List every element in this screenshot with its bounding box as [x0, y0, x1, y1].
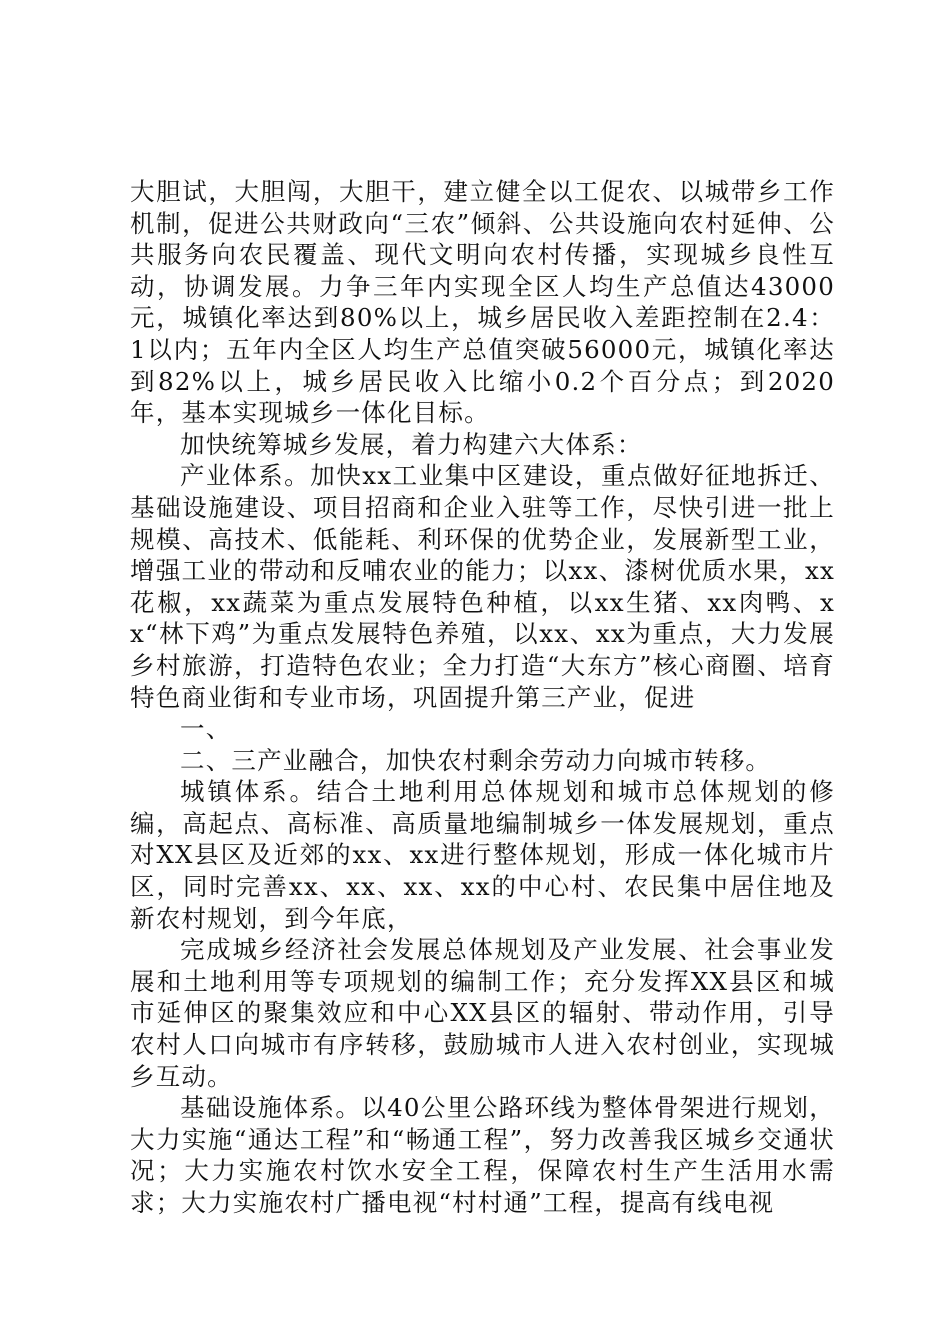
paragraph-6: 城镇体系。结合土地利用总体规划和城市总体规划的修编，高起点、高标准、高质量地编制城乡一体发展规划，重点对XX县区及近郊的xx、xx进行整体规划，形成一体化城市片区，同时完善xx、xx、xx、xx的中心村、农民集中居住地及新农村规划，到今年底， — [130, 777, 835, 933]
paragraph-5: 二、三产业融合，加快农村剩余劳动力向城市转移。 — [180, 745, 772, 775]
paragraph-2: 加快统筹城乡发展，着力构建六大体系： — [180, 429, 643, 459]
paragraph-8: 基础设施体系。以40公里公路环线为整体骨架进行规划，大力实施“通达工程”和“畅通工程”，努力改善我区城乡交通状况；大力实施农村饮水安全工程，保障农村生产生活用水需求；大力实施农村广播电视“村村通”工程，提高有线电视 — [130, 1093, 835, 1217]
paragraph-4: 一、 — [180, 714, 232, 744]
paragraph-7: 完成城乡经济社会发展总体规划及产业发展、社会事业发展和土地利用等专项规划的编制工作；充分发挥XX县区和城市延伸区的聚集效应和中心XX县区的辐射、带动作用，引导农村人口向城市有序转移，鼓励城市人进入农村创业，实现城乡互动。 — [130, 935, 835, 1091]
paragraph-3: 产业体系。加快xx工业集中区建设，重点做好征地拆迁、基础设施建设、项目招商和企业入驻等工作，尽快引进一批上规模、高技术、低能耗、利环保的优势企业，发展新型工业，增强工业的带动和反哺农业的能力；以xx、漆树优质水果，xx花椒，xx蔬菜为重点发展特色种植，以xx生猪、xx肉鸭、xx“林下鸡”为重点发展特色养殖，以xx、xx为重点，大力发展乡村旅游，打造特色农业；全力打造“大东方”核心商圈、培育特色商业街和专业市场，巩固提升第三产业，促进 — [130, 461, 835, 712]
paragraph-1: 大胆试，大胆闯，大胆干，建立健全以工促农、以城带乡工作机制，促进公共财政向“三农”倾斜、公共设施向农村延伸、公共服务向农民覆盖、现代文明向农村传播，实现城乡良性互动，协调发展。力争三年内实现全区人均生产总值达43000元，城镇化率达到80%以上，城乡居民收入差距控制在2.4：1以内；五年内全区人均生产总值突破56000元，城镇化率达到82%以上，城乡居民收入比缩小0.2个百分点；到2020年，基本实现城乡一体化目标。 — [130, 177, 835, 428]
document-body — [130, 176, 835, 1219]
